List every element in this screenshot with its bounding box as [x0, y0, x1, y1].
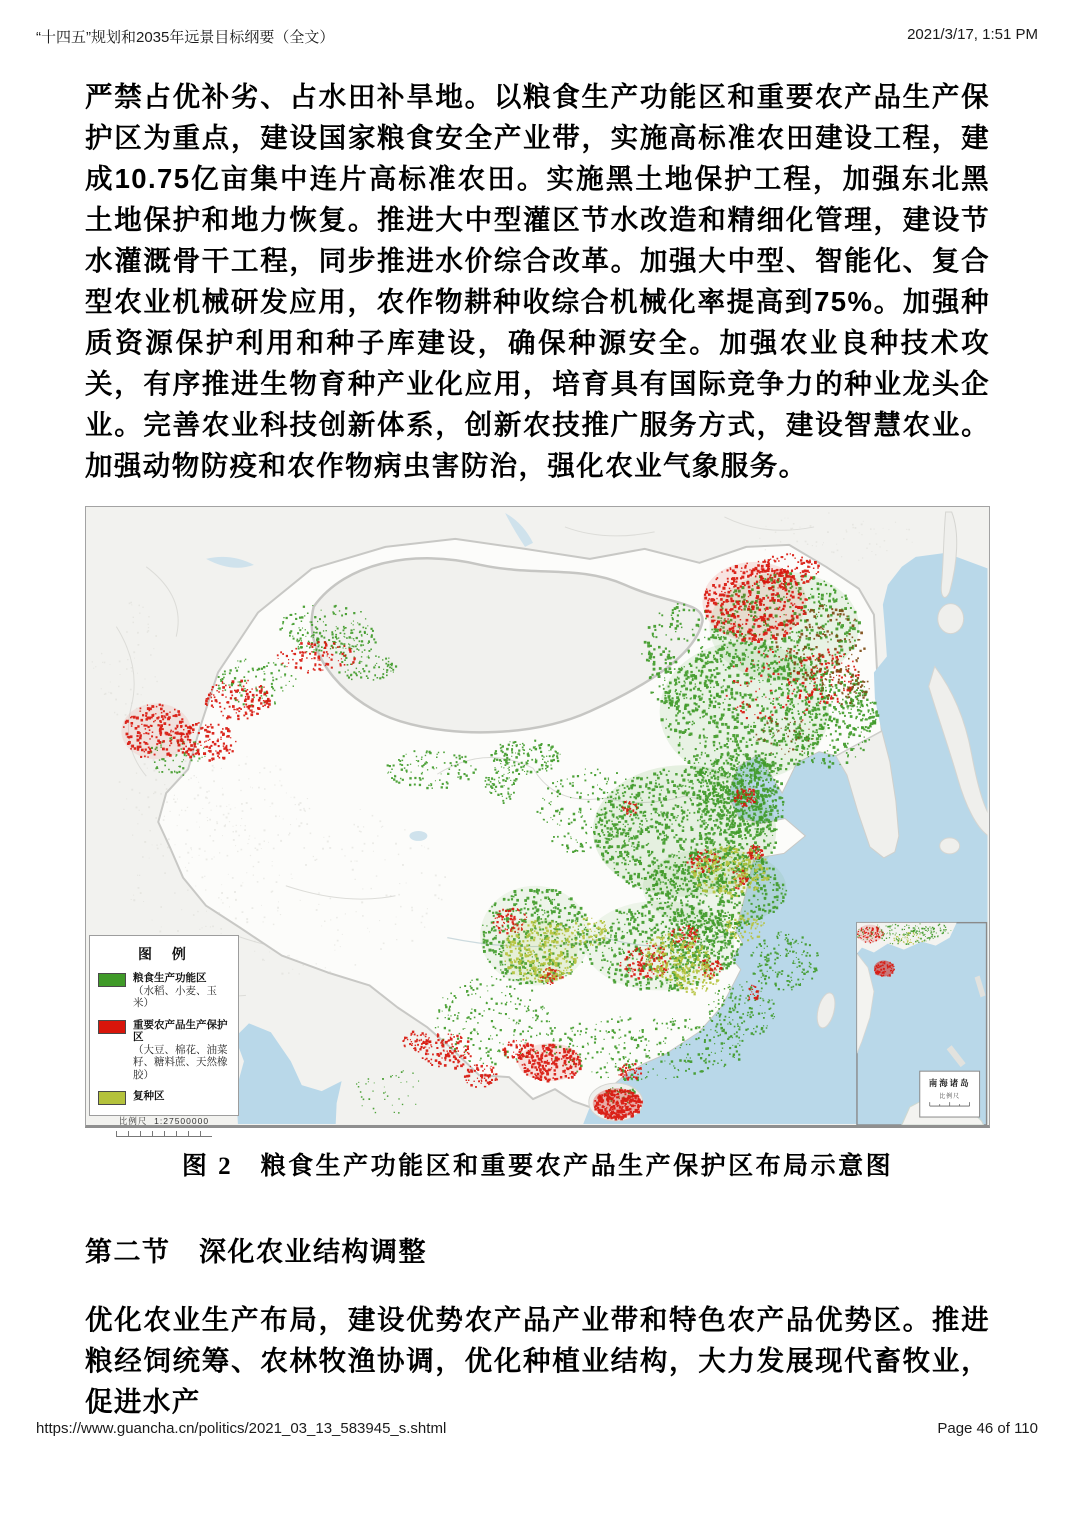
print-header — [36, 26, 1038, 47]
legend-label: 重要农产品生产保护区 — [133, 1018, 228, 1043]
map-legend — [89, 935, 239, 1126]
map-scale: 比例尺 1:27500000 — [118, 1116, 210, 1126]
legend-label: 复种区 — [133, 1090, 165, 1102]
print-footer — [36, 1420, 1038, 1437]
print-datetime: 2021/3/17, 1:51 PM — [907, 26, 1038, 43]
legend-sublabel: （大豆、棉花、油菜籽、糖料蔗、天然橡胶） — [133, 1043, 228, 1081]
scale-ruler — [116, 1131, 212, 1137]
legend-title: 图 例 — [138, 946, 194, 962]
legend-item-multicrop-zone — [98, 1090, 230, 1105]
inset-label: 南海诸岛 — [928, 1078, 971, 1089]
legend-item-grain-zone — [98, 972, 230, 1010]
legend-label: 粮食生产功能区 — [133, 972, 207, 984]
figure-caption: 图 2 粮食生产功能区和重要农产品生产保护区布局示意图 — [181, 1153, 894, 1180]
protected-zone-swatch — [98, 1020, 126, 1034]
legend-item-protected-zone — [98, 1019, 230, 1082]
document-title: “十四五”规划和2035年远景目标纲要（全文） — [36, 29, 335, 46]
south-china-sea-inset — [854, 923, 987, 1125]
source-url: https://www.guancha.cn/politics/2021_03_13_583945_s.shtml — [36, 1420, 447, 1437]
page-content — [85, 76, 990, 1422]
page-number: Page 46 of 110 — [937, 1420, 1038, 1437]
inset-scale-label: 比例尺 — [939, 1094, 961, 1101]
grain-zone-swatch — [98, 973, 126, 987]
multicrop-zone-swatch — [98, 1091, 126, 1105]
legend-sublabel: （水稻、小麦、玉米） — [133, 984, 217, 1009]
paragraph-agriculture-foundation: 严禁占优补劣、占水田补旱地。以粮食生产功能区和重要农产品生产保护区为重点，建设国家粮食安全产业带，实施高标准农田建设工程，建成10.75亿亩集中连片高标准农田。实施黑土地保护工程，加强东北黑土地保护和地力恢复。推进大中型灌区节水改造和精细化管理，建设节水灌溉骨干工程，同步推进水价综合改革。加强大中型、智能化、复合型农业机械研发应用，农作物耕种收综合机械化率提高到75%。加强种质资源保护利用和种子库建设，确保种源安全。加强农业良种技术攻关，有序推进生物育种产业化应用，培育具有国际竞争力的种业龙头企业。完善农业科技创新体系，创新农技推广服务方式，建设智慧农业。加强动物防疫和农作物病虫害防治，强化农业气象服务。 — [85, 81, 990, 481]
figure-map-container — [85, 506, 990, 1128]
paragraph-agriculture-structure: 优化农业生产布局，建设优势农产品产业带和特色农产品优势区。推进粮经饲统筹、农林牧渔协调，优化种植业结构，大力发展现代畜牧业，促进水产 — [85, 1304, 990, 1417]
section-heading: 第二节 深化农业结构调整 — [85, 1237, 427, 1267]
